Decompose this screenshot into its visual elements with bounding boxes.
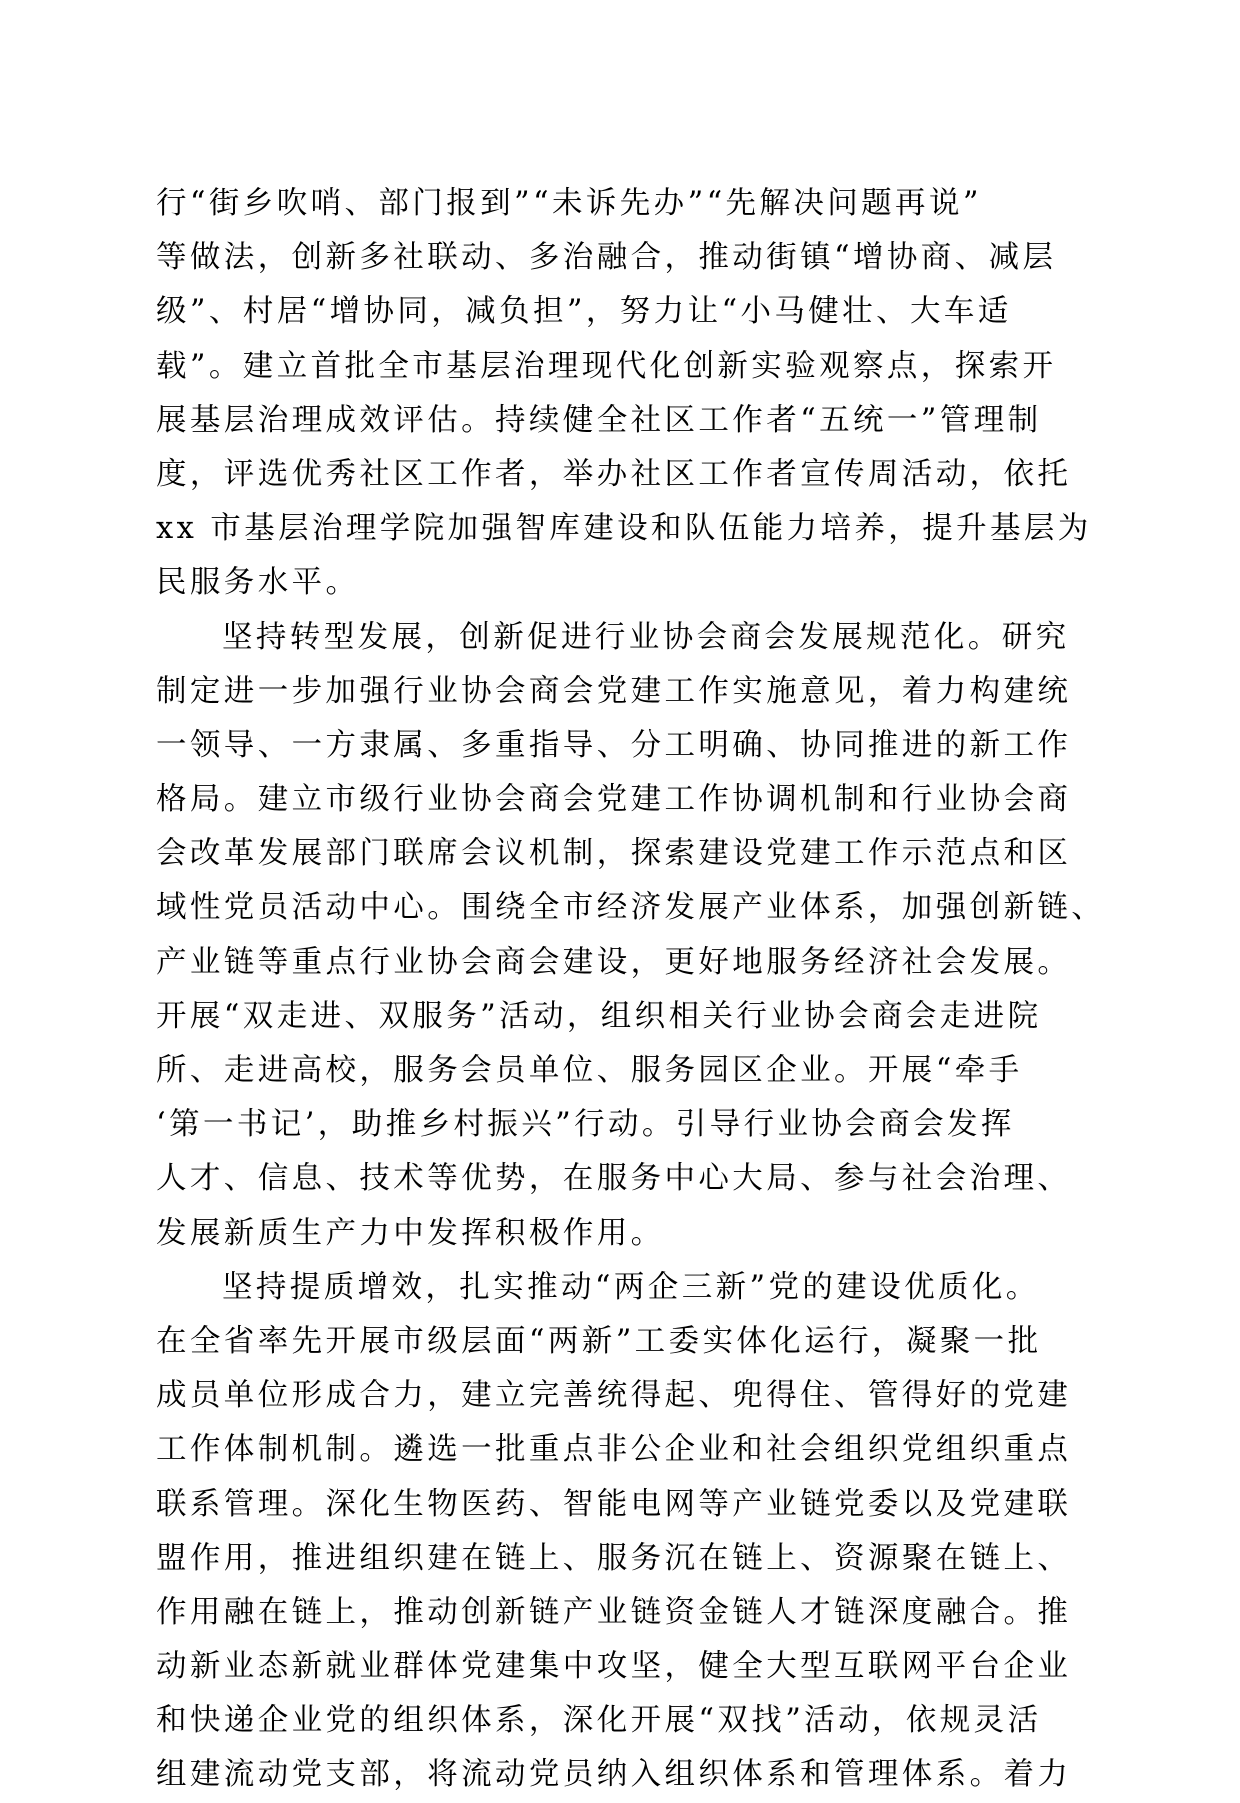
text-line: 所、走进高校，服务会员单位、服务园区企业。开展“牵手: [156, 1053, 1023, 1088]
text-line: 人才、信息、技术等优势，在服务中心大局、参与社会治理、: [156, 1161, 1072, 1197]
text-line: 格局。建立市级行业协会商会党建工作协调机制和行业协会商: [156, 782, 1072, 818]
text-line: 工作体制机制。遴选一批重点非公企业和社会组织党组织重点: [156, 1432, 1072, 1468]
text-line: 载”。建立首批全市基层治理现代化创新实验观察点，探索开: [156, 348, 1057, 384]
paragraph-party-building: [156, 1261, 1086, 1803]
text-line: ‘第一书记’，助推乡村振兴”行动。引导行业协会商会发挥: [156, 1107, 1015, 1143]
text-line: 坚持转型发展，创新促进行业协会商会发展规范化。研究: [222, 619, 1070, 655]
text-line: 度，评选优秀社区工作者，举办社区工作者宣传周活动，依托: [156, 456, 1072, 492]
text-line: 制定进一步加强行业协会商会党建工作实施意见，着力构建统: [156, 673, 1072, 709]
text-line: 坚持提质增效，扎实推动“两企三新”党的建设优质化。: [222, 1269, 1040, 1305]
text-line: 组建流动党支部，将流动党员纳入组织体系和管理体系。着力: [156, 1757, 1072, 1793]
text-line: 成员单位形成合力，建立完善统得起、兜得住、管得好的党建: [156, 1378, 1072, 1414]
text-line: 级”、村居“增协同，减负担”，努力让“小马健壮、大车适: [156, 294, 1012, 330]
text-line: 和快递企业党的组织体系，深化开展“双找”活动，依规灵活: [156, 1703, 1042, 1739]
text-line: 盟作用，推进组织建在链上、服务沉在链上、资源聚在链上、: [156, 1540, 1072, 1576]
text-line: 动新业态新就业群体党建集中攻坚，健全大型互联网平台企业: [156, 1649, 1072, 1685]
text-line: 产业链等重点行业协会商会建设，更好地服务经济社会发展。: [156, 944, 1072, 980]
text-line: 在全省率先开展市级层面“两新”工委实体化运行，凝聚一批: [156, 1323, 1042, 1359]
paragraph-industry-associations: [156, 611, 1106, 1261]
text-line: 发展新质生产力中发挥积极作用。: [156, 1215, 665, 1251]
text-line: 一领导、一方隶属、多重指导、分工明确、协同推进的新工作: [156, 727, 1072, 763]
paragraph-grassroots-governance: [156, 177, 1092, 611]
text-line: 域性党员活动中心。围绕全市经济发展产业体系，加强创新链、: [156, 890, 1106, 926]
text-line: 联系管理。深化生物医药、智能电网等产业链党委以及党建联: [156, 1486, 1072, 1522]
text-line: 作用融在链上，推动创新链产业链资金链人才链深度融合。推: [156, 1594, 1072, 1630]
document-body: [156, 177, 1106, 1803]
text-line: 展基层治理成效评估。持续健全社区工作者“五统一”管理制: [156, 402, 1042, 438]
text-line: xx 市基层治理学院加强智库建设和队伍能力培养，提升基层为: [156, 511, 1092, 547]
text-line: 民服务水平。: [156, 565, 360, 601]
text-line: 开展“双走进、双服务”活动，组织相关行业协会商会走进院: [156, 998, 1042, 1034]
text-line: 行“街乡吹哨、部门报到”“未诉先办”“先解决问题再说”: [156, 186, 982, 221]
text-line: 会改革发展部门联席会议机制，探索建设党建工作示范点和区: [156, 836, 1072, 872]
text-line: 等做法，创新多社联动、多治融合，推动街镇“增协商、减层: [156, 240, 1057, 276]
